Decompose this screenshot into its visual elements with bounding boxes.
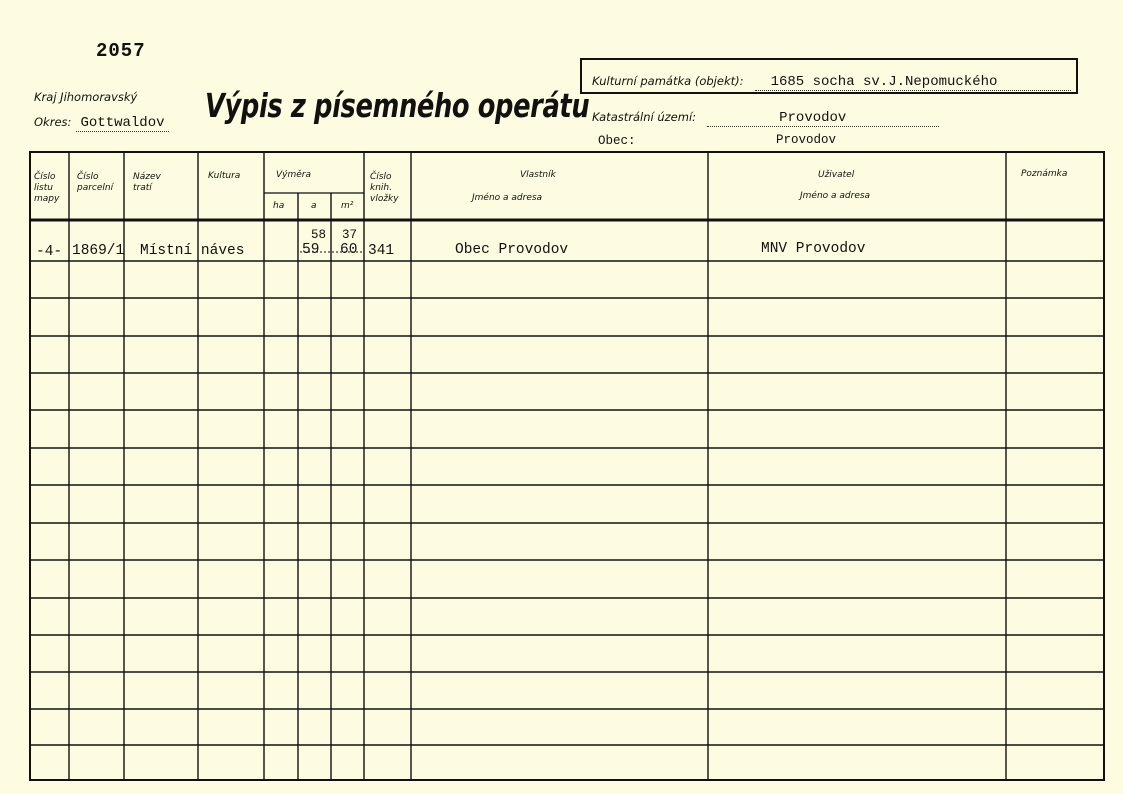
header-vlastnik: Vlastník <box>520 170 556 180</box>
header-vlastnik-sub: Jméno a adresa <box>472 193 543 203</box>
header-m2: m² <box>341 201 354 211</box>
kraj-field <box>34 90 137 104</box>
header-a: a <box>311 201 317 211</box>
kraj-value: Jihomoravský <box>60 90 138 104</box>
katastr-field <box>592 106 939 127</box>
page-title: Výpis z písemného operátu <box>205 86 590 125</box>
header-ha: ha <box>273 201 285 211</box>
header-kultura: Kultura <box>208 171 241 181</box>
okres-field <box>34 111 169 131</box>
katastr-label: Katastrální území: <box>592 110 697 124</box>
header-vymera: Výměra <box>276 170 312 180</box>
cell-m2-corrected: 37 <box>342 228 358 242</box>
cell-m2-original: 60 <box>340 242 358 258</box>
obec-value: Provodov <box>776 133 837 147</box>
header-list-mapy: Číslo listu mapy <box>34 172 60 204</box>
document-number: 2057 <box>96 40 146 62</box>
katastr-value: Provodov <box>707 110 939 127</box>
objekt-value: 1685 socha sv.J.Nepomuckého <box>755 74 1071 91</box>
cell-a-original: 59 <box>302 242 320 258</box>
header-parcela: Číslo parcelní <box>77 172 114 193</box>
header-knih-vlozka: Číslo knih. vložky <box>370 172 399 204</box>
header-poznamka: Poznámka <box>1021 169 1068 179</box>
cell-vlozka: 341 <box>368 243 395 259</box>
cell-parcela: 1869/1 <box>72 243 125 259</box>
objekt-field <box>592 70 1071 91</box>
cell-uzivatel: MNV Provodov <box>761 241 866 257</box>
header-trat: Název tratí <box>133 172 161 193</box>
okres-value: Gottwaldov <box>76 115 168 132</box>
kraj-label: Kraj <box>34 90 57 104</box>
objekt-label: Kulturní památka (objekt): <box>592 74 744 88</box>
cell-list: -4- <box>36 244 63 260</box>
header-uzivatel-sub: Jméno a adresa <box>800 191 871 201</box>
okres-label: Okres: <box>34 115 72 129</box>
cell-vlastnik: Obec Provodov <box>455 242 569 258</box>
cell-trat: Místní náves <box>140 243 245 259</box>
cell-a-corrected: 58 <box>311 228 327 242</box>
obec-label: Obec: <box>598 134 636 148</box>
header-uzivatel: Uživatel <box>818 170 855 180</box>
